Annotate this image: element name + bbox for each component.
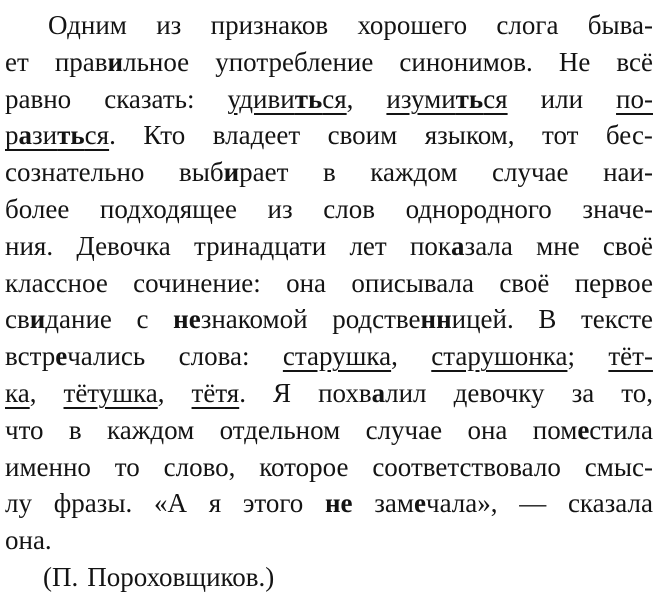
underlined-text: ся [483,83,508,114]
word [43,559,78,596]
text: в [68,414,82,445]
word [372,449,561,486]
underlined-text: удиви [227,83,295,114]
text: девочку [453,377,545,408]
word [48,7,127,44]
word [143,117,185,154]
word [286,265,326,302]
word [606,117,653,154]
text: тринадцати [193,230,327,261]
text: каждом [107,414,195,445]
underlined-text: ть [455,83,484,114]
word [325,485,353,522]
text: соответствовало [372,451,561,482]
word [318,375,426,412]
text: дание [45,304,112,335]
text: из [267,193,293,224]
word [104,81,194,118]
text: своё [602,230,653,261]
emphasized-letter: не [324,488,353,519]
text: классное [5,267,108,298]
text: встр [5,341,56,372]
text: лу [5,488,32,519]
text: она [467,414,508,445]
word [572,375,595,412]
text: наи- [603,157,653,188]
emphasized-letter: не [173,304,201,335]
text: она [286,267,327,298]
text: , [157,377,165,408]
text: первое [574,267,653,298]
text-line [5,522,653,559]
underlined-text: старушка [282,341,392,372]
text: сказать: [104,83,195,114]
word [559,44,590,81]
word [351,265,474,302]
text: Одним [48,10,127,40]
word [541,81,583,118]
word [5,81,71,118]
text: — [519,488,547,519]
word [5,449,91,486]
text-line [5,338,653,375]
emphasized-letter: нн [420,304,452,335]
underlined-text: тётя [191,377,240,408]
word [603,154,653,191]
text: лил [385,377,427,408]
underlined-text: ся [322,83,347,114]
text: сказала [567,488,653,519]
text-line [5,154,653,191]
word [259,449,348,486]
text: быва- [587,10,653,40]
word [5,301,112,338]
word [349,228,386,265]
word [5,338,145,375]
text: однородного [405,193,552,224]
word [209,485,221,522]
word [228,81,354,118]
passage [5,7,653,596]
text: пом [532,414,578,445]
word [386,81,507,118]
text: всё [616,46,653,77]
text: прав [54,46,108,77]
text: каждом [370,157,458,188]
word [575,265,653,302]
word [5,412,44,449]
word [328,117,398,154]
underlined-text: тёт- [608,341,653,372]
emphasized-letter: а [451,230,465,261]
text: Кто [143,120,186,151]
word [69,412,82,449]
emphasized-letter: и [29,304,46,335]
word [5,522,52,559]
word [323,191,375,228]
text: я [208,488,222,519]
text-line [5,375,653,412]
word [568,485,653,522]
word [5,154,144,191]
underlined-text: изуми [386,83,456,114]
text-line [5,412,653,449]
text: тексте [581,304,653,335]
text: то [114,451,140,482]
word [107,412,194,449]
word [213,117,300,154]
word [133,265,261,302]
word [496,7,558,44]
underlined-text: р [5,120,19,151]
text-line [5,449,653,486]
word [542,117,578,154]
text: хорошего [357,10,468,40]
emphasized-letter: е [414,488,426,519]
text: ; [567,341,575,372]
text: слога [496,10,559,40]
text: рает [239,157,289,188]
word [5,44,29,81]
text: ицей. [451,304,514,335]
text: этого [242,488,304,519]
word [467,412,507,449]
word [399,44,532,81]
text-line [5,117,653,154]
text-line [5,485,653,522]
text: употребление [215,46,374,77]
text-line [5,81,653,118]
underlined-text: по- [616,83,653,114]
word [5,265,108,302]
word [519,485,546,522]
word [137,301,149,338]
text: тот [542,120,579,151]
word [366,412,443,449]
emphasized-letter: и [107,46,124,77]
text: за [571,377,595,408]
word [616,44,653,81]
text: своим [327,120,398,151]
text: признаков [210,10,329,40]
text-line [5,228,653,265]
text: стила [589,414,653,445]
text: бес- [605,120,653,151]
text: (П. [43,561,79,592]
text: льное [123,46,190,77]
word [268,191,293,228]
text: описывала [351,267,474,298]
word [164,449,236,486]
word [87,559,274,596]
text: языком, [424,120,515,151]
text: слов [323,193,375,224]
text: именно [5,451,91,482]
word [5,117,116,154]
text: родстве [332,304,421,335]
text: знакомой [200,304,308,335]
text: что [5,414,44,445]
text: В [538,304,557,335]
text: она. [5,525,52,556]
word [581,301,653,338]
text: владеет [212,120,301,151]
text: фразы. [53,488,133,519]
word [410,228,513,265]
text: . [109,120,116,151]
word [588,7,653,44]
word [533,412,653,449]
word [603,228,653,265]
word [499,265,549,302]
text-line [5,265,653,302]
text: слово, [163,451,236,482]
text: ния. [5,230,54,261]
text: Пороховщиков.) [87,561,275,592]
word [55,44,189,81]
word [585,449,653,486]
word [406,191,552,228]
word [211,7,329,44]
emphasized-letter: е [55,341,68,372]
word [100,191,237,228]
underlined-text: зи [32,120,58,151]
word [454,375,545,412]
text: отдельном [219,414,341,445]
word [5,485,32,522]
word [332,301,514,338]
word [536,228,580,265]
word [616,81,653,118]
text: подходящее [99,193,237,224]
word [173,301,307,338]
text: , [29,377,37,408]
text: то, [621,377,653,408]
word [425,117,515,154]
text: случае [492,157,569,188]
word [192,375,246,412]
underlined-text: ся [84,120,110,151]
text: св [5,304,30,335]
word [621,375,653,412]
word [283,338,398,375]
text-line [5,44,653,81]
underlined-text: старушонка [431,341,568,372]
underlined-text: а [18,120,32,151]
word [54,485,133,522]
word [357,7,467,44]
text: чала», [425,488,498,519]
text: смыс- [584,451,653,482]
text: синонимов. [399,46,533,77]
underlined-text: ть [57,120,85,151]
text: Девочка [76,230,171,261]
word [215,44,373,81]
text: , [391,341,398,372]
text: случае [365,414,443,445]
underlined-text: ка [5,377,30,408]
text: своё [499,267,550,298]
text: ет [5,46,29,77]
word [179,154,288,191]
word [194,228,326,265]
word [5,191,69,228]
word [492,154,569,191]
word [154,485,187,522]
text-line [5,191,653,228]
word [179,338,250,375]
text: , [346,83,354,114]
text: «А [153,488,187,519]
text: которое [259,451,349,482]
text: сочинение: [133,267,261,298]
word [273,375,291,412]
text: сознательно [5,157,145,188]
emphasized-letter: и [223,157,240,188]
word [431,338,575,375]
text: более [5,193,70,224]
text: из [156,10,182,40]
word [370,154,457,191]
text: зам [374,488,414,519]
word [5,228,53,265]
text: Я [273,377,292,408]
text: лет [349,230,387,261]
word [64,375,165,412]
text: слова: [178,341,250,372]
text-line [5,301,653,338]
text: или [540,83,584,114]
word [115,449,140,486]
attribution-line [5,559,653,596]
text: значе- [582,193,653,224]
text: чались [67,341,146,372]
text: выб [178,157,224,188]
word [243,485,303,522]
emphasized-letter: е [577,414,590,445]
text: равно [5,83,72,114]
word [76,228,170,265]
text: пок [409,230,452,261]
word [582,191,653,228]
text: с [136,304,149,335]
text: похв [318,377,372,408]
text: мне [536,230,580,261]
word [538,301,556,338]
text: Не [558,46,591,77]
word [5,375,36,412]
word [220,412,341,449]
word [374,485,497,522]
underlined-text: тётушка [63,377,158,408]
word [608,338,653,375]
text-line [5,7,653,44]
text: в [322,157,336,188]
word [156,7,181,44]
emphasized-letter: а [371,377,386,408]
text: зала [464,230,513,261]
underlined-text: ть [294,83,323,114]
text: . [239,377,246,408]
word [323,154,336,191]
